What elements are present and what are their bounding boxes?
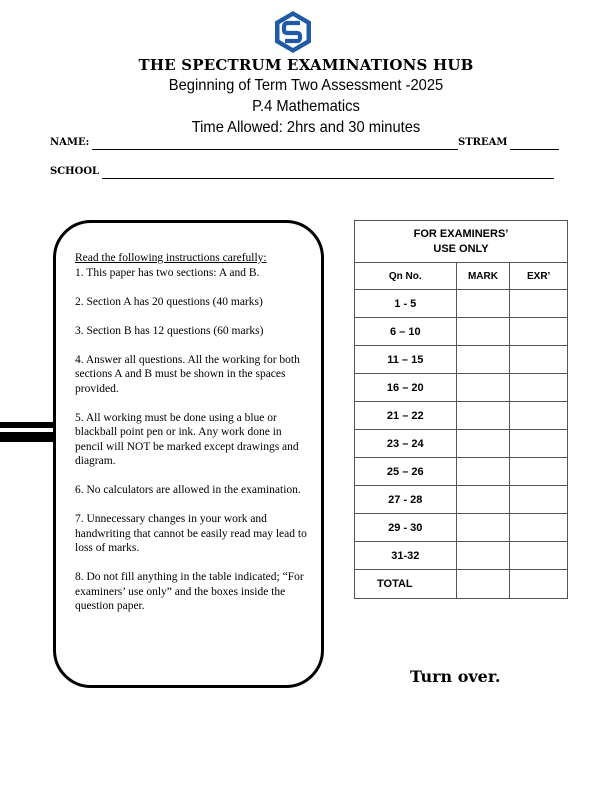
qn-cell: 16 – 20 <box>355 374 457 402</box>
spectrum-logo-icon <box>273 10 313 54</box>
exr-cell <box>510 346 568 374</box>
qn-cell: 31-32 <box>355 542 457 570</box>
instruction-item: 4. Answer all questions. All the working for both sections A and B must be shown in the spaces provided. <box>75 353 300 395</box>
table-row <box>355 430 568 458</box>
exr-cell <box>510 430 568 458</box>
examiners-table <box>354 220 568 599</box>
table-row <box>355 374 568 402</box>
table-row <box>355 402 568 430</box>
mark-cell <box>456 402 510 430</box>
qn-cell: 11 – 15 <box>355 346 457 374</box>
side-bar-top <box>0 422 53 428</box>
mark-cell <box>456 542 510 570</box>
mark-cell <box>456 514 510 542</box>
mark-cell <box>456 318 510 346</box>
instruction-item: 6. No calculators are allowed in the examination. <box>75 484 301 496</box>
col-exr-header: EXR’ <box>510 263 568 290</box>
qn-cell: 25 – 26 <box>355 458 457 486</box>
table-row <box>355 290 568 318</box>
side-bar-bottom <box>0 432 53 442</box>
exr-cell <box>510 486 568 514</box>
exr-cell <box>510 318 568 346</box>
school-title: THE SPECTRUM EXAMINATIONS HUB <box>138 56 474 74</box>
instructions-heading: Read the following instructions carefully: <box>75 252 267 264</box>
qn-cell: 23 – 24 <box>355 430 457 458</box>
stream-label: STREAM <box>458 137 508 148</box>
total-label: TOTAL <box>355 570 457 599</box>
qn-cell: 6 – 10 <box>355 318 457 346</box>
instructions-text <box>75 251 310 628</box>
mark-cell <box>456 458 510 486</box>
col-qn-header: Qn No. <box>355 263 457 290</box>
table-row <box>355 514 568 542</box>
mark-cell <box>456 374 510 402</box>
subject-title: P.4 Mathematics <box>252 98 360 115</box>
exr-cell <box>510 374 568 402</box>
name-label: NAME: <box>50 137 90 148</box>
exr-cell <box>510 570 568 599</box>
mark-cell <box>456 486 510 514</box>
assessment-title: Beginning of Term Two Assessment -2025 <box>168 77 444 94</box>
table-row <box>355 318 568 346</box>
exr-cell <box>510 402 568 430</box>
qn-cell: 29 - 30 <box>355 514 457 542</box>
qn-cell: 27 - 28 <box>355 486 457 514</box>
mark-cell <box>456 290 510 318</box>
table-row <box>355 346 568 374</box>
turn-over-text: Turn over. <box>410 667 501 686</box>
name-field[interactable] <box>92 138 458 150</box>
exr-cell <box>510 458 568 486</box>
mark-cell <box>456 570 510 599</box>
exr-cell <box>510 514 568 542</box>
instruction-item: 1. This paper has two sections: A and B. <box>75 266 260 279</box>
stream-field[interactable] <box>510 138 559 150</box>
qn-cell: 21 – 22 <box>355 402 457 430</box>
instruction-item: 5. All working must be done using a blue or blackball point pen or ink. Any work done in pencil will NOT be marked except drawings and diagram. <box>75 411 299 467</box>
examiners-table-title <box>355 221 568 263</box>
exr-cell <box>510 542 568 570</box>
mark-cell <box>456 430 510 458</box>
exr-cell <box>510 290 568 318</box>
school-field[interactable] <box>102 167 554 179</box>
qn-cell: 1 - 5 <box>355 290 457 318</box>
time-allowed: Time Allowed: 2hrs and 30 minutes <box>191 119 421 136</box>
school-label: SCHOOL <box>50 166 100 177</box>
instruction-item: 8. Do not fill anything in the table indicated; “For examiners’ use only” and the boxes inside the question paper. <box>75 571 304 612</box>
table-row <box>355 458 568 486</box>
table-row <box>355 486 568 514</box>
table-title-line1: FOR EXAMINERS’ <box>413 227 509 240</box>
col-mark-header: MARK <box>456 263 510 290</box>
instruction-item: 2. Section A has 20 questions (40 marks) <box>75 295 263 308</box>
total-row <box>355 570 568 599</box>
mark-cell <box>456 346 510 374</box>
table-title-line2: USE ONLY <box>433 242 489 255</box>
instruction-item: 7. Unnecessary changes in your work and handwriting that cannot be easily read may lead to loss of marks. <box>75 513 307 554</box>
table-row <box>355 542 568 570</box>
instruction-item: 3. Section B has 12 questions (60 marks) <box>75 324 264 337</box>
